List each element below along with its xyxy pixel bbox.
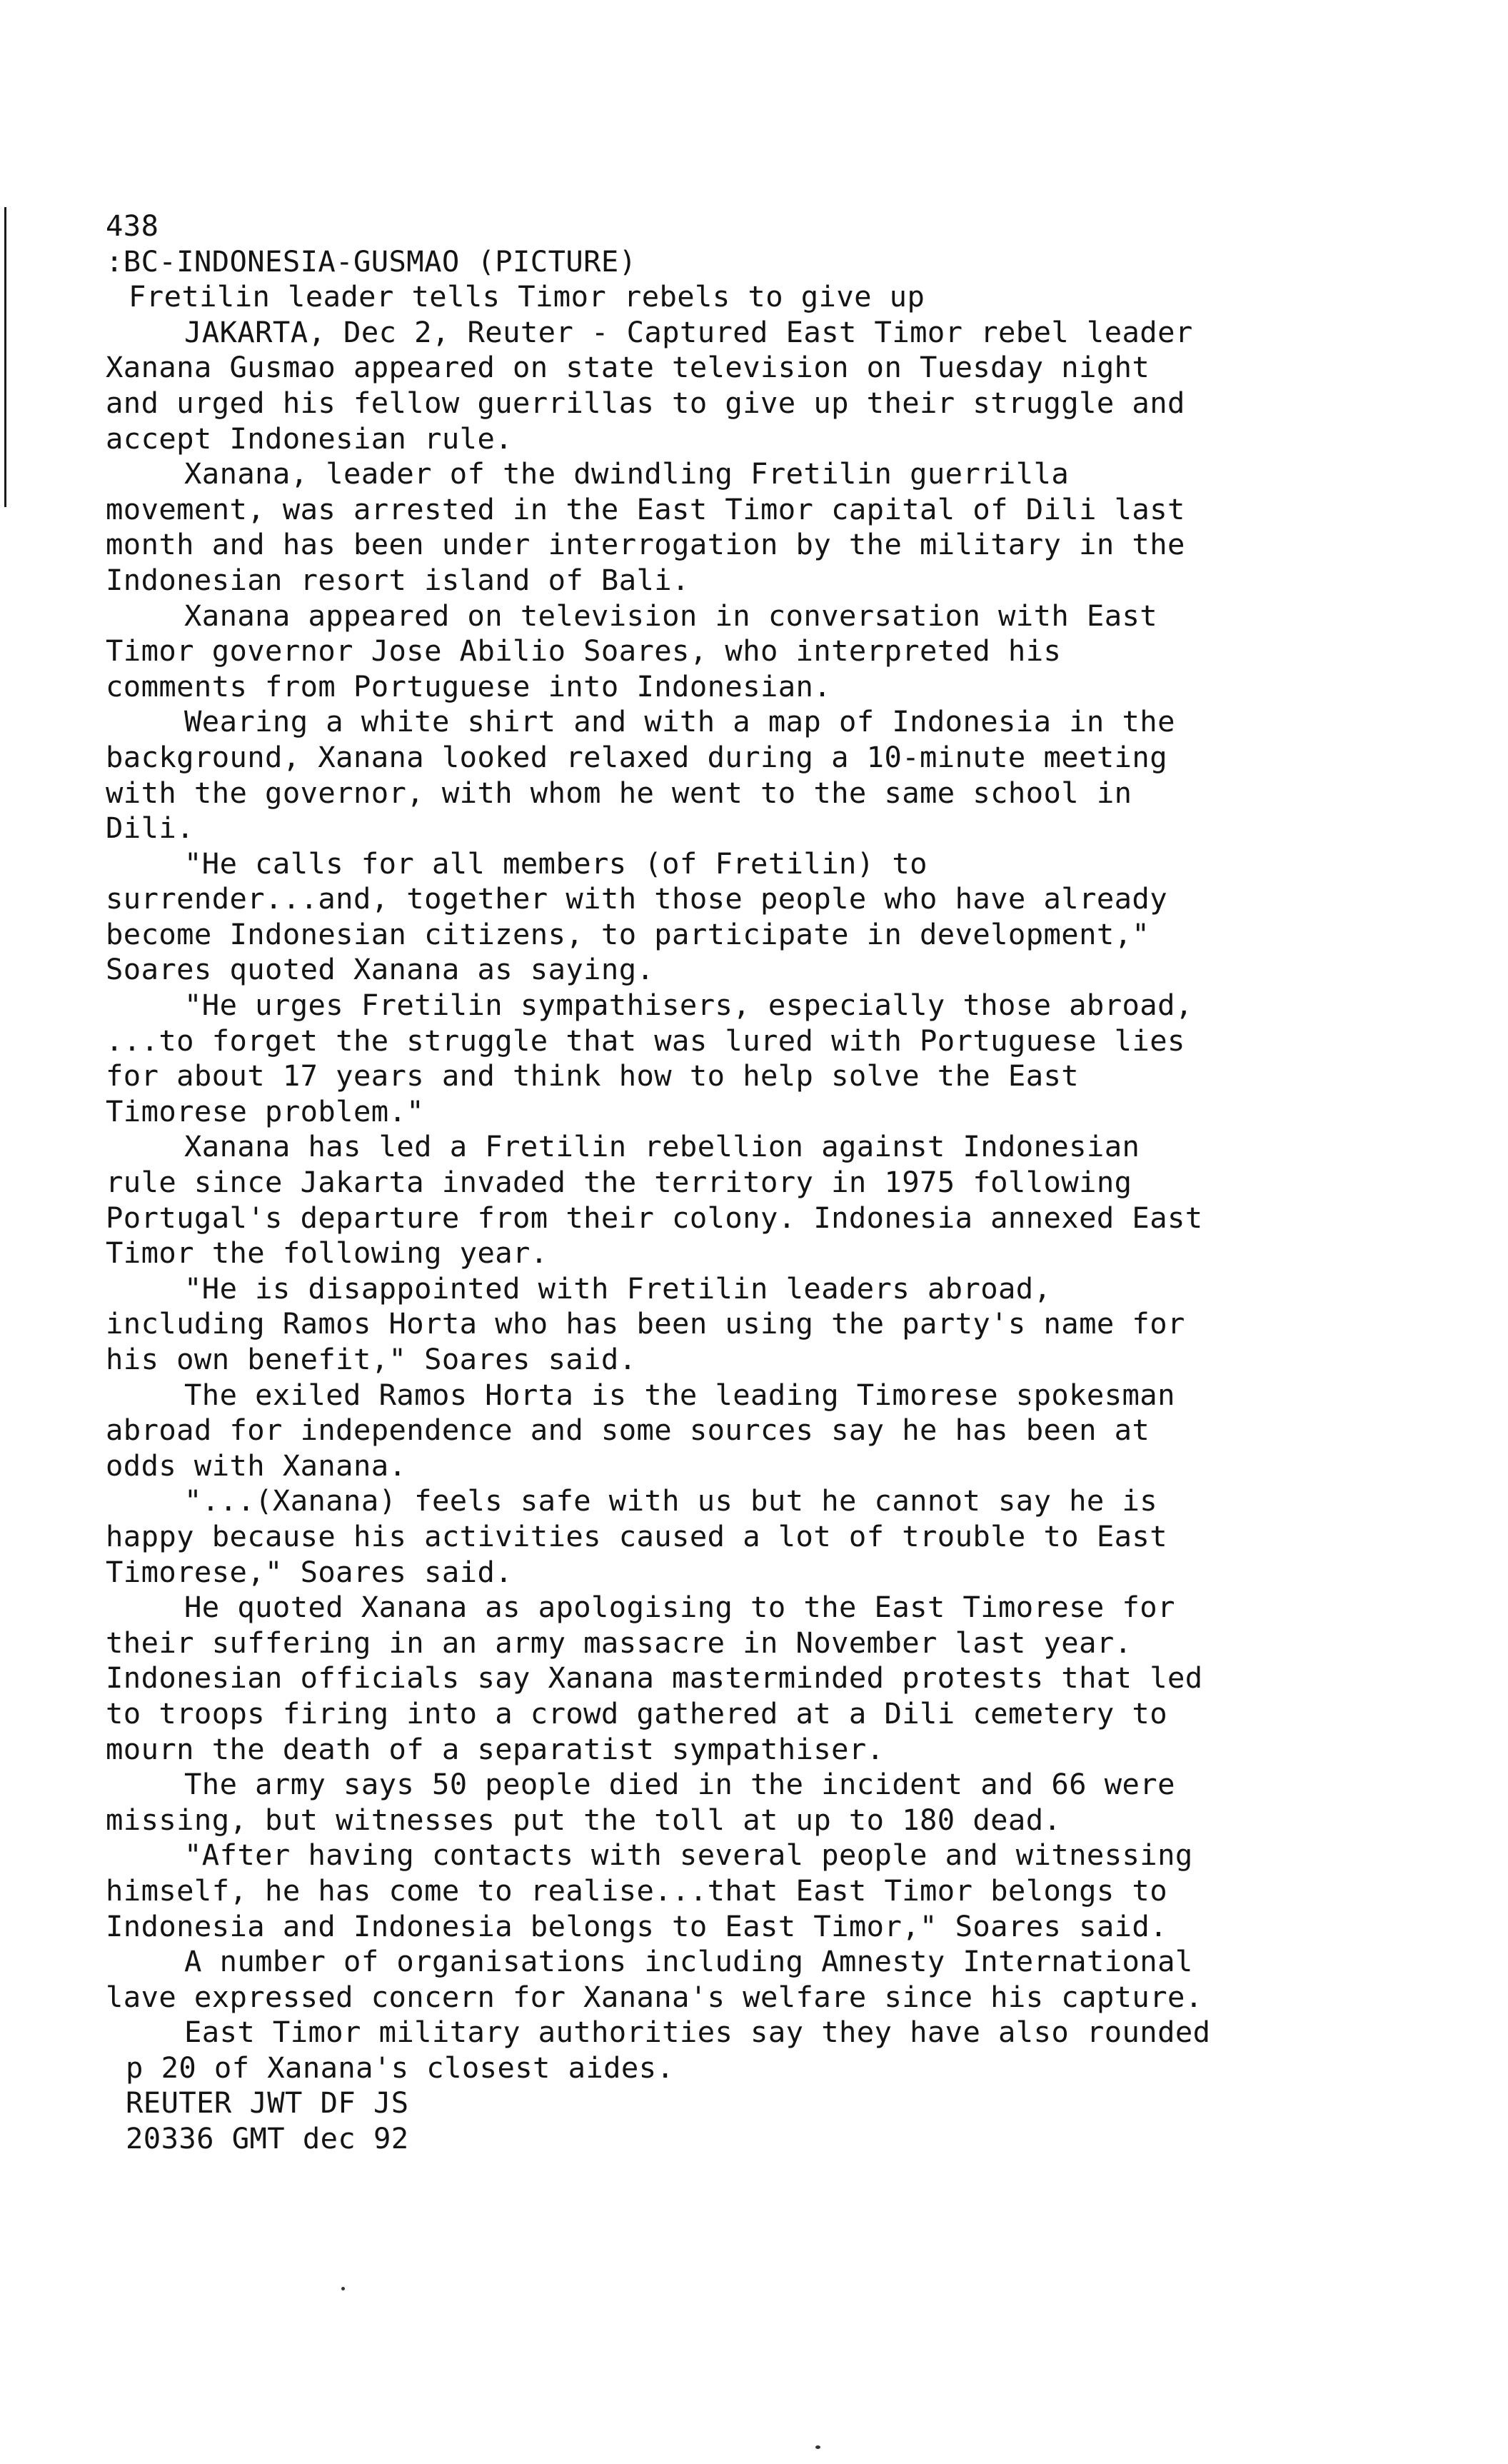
body-line: "After having contacts with several people and witnessing (184, 1838, 1193, 1873)
body-line: for about 17 years and think how to help solve the East (106, 1058, 1080, 1093)
scan-speck (815, 2445, 820, 2449)
body-line: missing, but witnesses put the toll at up to 180 dead. (106, 1802, 1062, 1837)
body-line: Indonesian resort island of Bali. (106, 562, 690, 597)
body-line: "...(Xanana) feels safe with us but he cannot say he is (184, 1483, 1158, 1518)
body-line: The army says 50 people died in the incident and 66 were (184, 1767, 1175, 1802)
body-line: abroad for independence and some sources say he has been at (106, 1413, 1150, 1448)
body-line: movement, was arrested in the East Timor capital of Dili last (106, 491, 1185, 526)
body-line: Timor the following year. (106, 1236, 548, 1271)
body-line: The exiled Ramos Horta is the leading Timorese spokesman (184, 1377, 1175, 1412)
body-line: to troops firing into a crowd gathered at a Dili cemetery to (106, 1696, 1167, 1731)
body-line: lave expressed concern for Xanana's welfare since his capture. (106, 1979, 1203, 2014)
body-line: He quoted Xanana as apologising to the East Timorese for (184, 1590, 1175, 1625)
body-line: surrender...and, together with those people who have already (106, 881, 1167, 916)
body-line: Indonesia and Indonesia belongs to East Timor," Soares said. (106, 1908, 1167, 1943)
body-line: rule since Jakarta invaded the territory in 1975 following (106, 1165, 1132, 1200)
body-line: their suffering in an army massacre in November last year. (106, 1625, 1132, 1660)
body-line: Dili. (106, 811, 194, 846)
body-line: "He calls for all members (of Fretilin) to (184, 846, 928, 881)
body-line: Indonesian officials say Xanana masterminded protests that led (106, 1661, 1203, 1696)
body-line: p 20 of Xanana's closest aides. (126, 2050, 675, 2085)
body-line: comments from Portuguese into Indonesian. (106, 668, 832, 703)
body-line: Xanana, leader of the dwindling Fretilin guerrilla (184, 456, 1070, 491)
body-line: month and has been under interrogation by the military in the (106, 527, 1185, 562)
scan-speck (341, 2287, 345, 2290)
body-line: A number of organisations including Amnesty International (184, 1944, 1193, 1979)
margin-rule (4, 207, 6, 507)
body-line: odds with Xanana. (106, 1448, 407, 1483)
body-line: ...to forget the struggle that was lured with Portuguese lies (106, 1023, 1185, 1058)
body-line: mourn the death of a separatist sympathiser. (106, 1731, 885, 1766)
body-line: "He is disappointed with Fretilin leaders abroad, (184, 1271, 1052, 1306)
body-line: background, Xanana looked relaxed during a 10-minute meeting (106, 739, 1167, 774)
headline: Fretilin leader tells Timor rebels to give up (129, 279, 925, 314)
news-wire-page (106, 209, 1448, 2157)
body-line: JAKARTA, Dec 2, Reuter - Captured East Timor rebel leader (184, 314, 1193, 349)
timestamp: 20336 GMT dec 92 (126, 2121, 409, 2156)
body-line: Soares quoted Xanana as saying. (106, 952, 655, 987)
body-line: Timor governor Jose Abilio Soares, who interpreted his (106, 633, 1062, 668)
body-line: Timorese problem." (106, 1093, 425, 1128)
body-line: become Indonesian citizens, to participate in development," (106, 916, 1150, 951)
body-line: East Timor military authorities say they have also rounded (184, 2015, 1211, 2050)
body-line: Wearing a white shirt and with a map of Indonesia in the (184, 704, 1175, 739)
body-line: his own benefit," Soares said. (106, 1342, 637, 1376)
article-body (106, 315, 1448, 2086)
body-line: Timorese," Soares said. (106, 1554, 513, 1589)
body-line: accept Indonesian rule. (106, 421, 513, 456)
story-slug: :BC-INDONESIA-GUSMAO (PICTURE) (106, 244, 637, 279)
body-line: including Ramos Horta who has been using the party's name for (106, 1306, 1185, 1341)
body-line: himself, he has come to realise...that East Timor belongs to (106, 1873, 1167, 1908)
body-line: Portugal's departure from their colony. Indonesia annexed East (106, 1200, 1203, 1235)
body-line: and urged his fellow guerrillas to give up their struggle and (106, 385, 1185, 420)
body-line: "He urges Fretilin sympathisers, especially those abroad, (184, 988, 1193, 1023)
body-line: happy because his activities caused a lot of trouble to East (106, 1518, 1167, 1553)
sign-off: REUTER JWT DF JS (126, 2085, 409, 2120)
body-line: Xanana has led a Fretilin rebellion against Indonesian (184, 1129, 1140, 1164)
page-number: 438 (106, 209, 159, 243)
body-line: with the governor, with whom he went to the same school in (106, 775, 1132, 810)
body-line: Xanana appeared on television in conversation with East (184, 598, 1158, 633)
body-line: Xanana Gusmao appeared on state television on Tuesday night (106, 350, 1150, 385)
